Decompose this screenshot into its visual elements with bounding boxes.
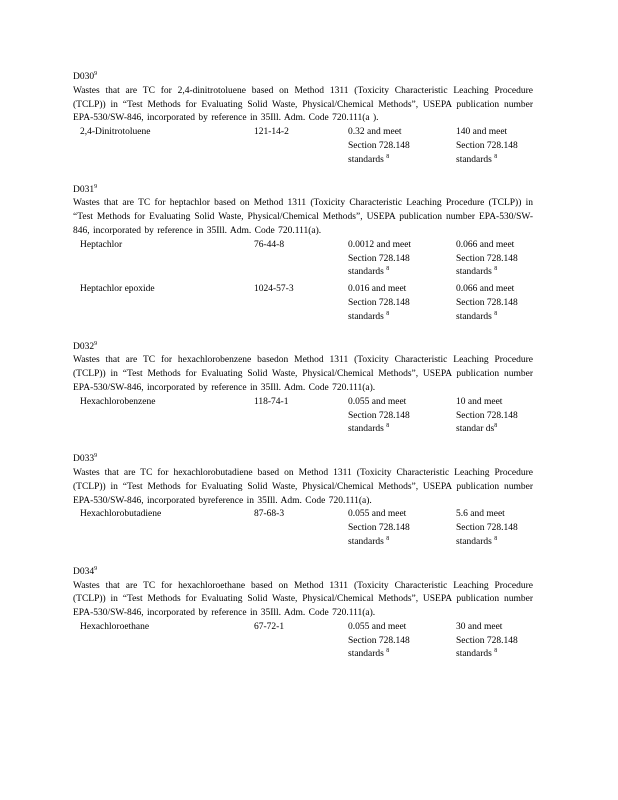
cas-number: 121-14-2 [254, 127, 289, 138]
wastewater-standard: 0.016 and meet Section 728.148 standards $^8$ [348, 284, 410, 322]
constituent-row [73, 239, 533, 280]
nonwastewater-standard: 10 and meet Section 728.148 standar ds$^8$ [456, 396, 518, 435]
waste-code: $D034^9$ [73, 565, 98, 577]
constituent-name: Heptachlor [80, 239, 123, 250]
waste-entry [73, 71, 533, 168]
cas-number: 76-44-8 [254, 239, 285, 250]
constituent-name: Hexachlorobutadiene [80, 509, 162, 520]
waste-code: $D031^9$ [73, 183, 98, 195]
waste-code: $D030^9$ [73, 70, 98, 82]
waste-entry [73, 566, 533, 663]
cas-number: 67-72-1 [254, 621, 285, 632]
footnote-ref: 9 [94, 452, 98, 459]
constituent-name: Hexachloroethane [80, 621, 150, 632]
cas-number: 87-68-3 [254, 509, 285, 520]
waste-code: $D032^9$ [73, 340, 98, 352]
waste-description: Wastes that are TC for hexachlorobenzene basedon Method 1311 (Toxicity Characteristic Leaching Procedure (TCLP)) in “Test Methods for Evaluating Solid Waste, Physical/Chemical Methods”, USEPA publication number EPA-530/SW-846, incorporated by reference in 35Ill. Adm. Code 720.111(a). [73, 355, 533, 393]
footnote-ref: 9 [94, 565, 98, 572]
cas-number: 1024-57-3 [254, 284, 294, 295]
waste-code: $D033^9$ [73, 452, 98, 465]
waste-description: Wastes that are TC for hexachlorobutadiene based on Method 1311 (Toxicity Characteristic Leaching Procedure (TCLP)) in “Test Methods for Evaluating Solid Waste, Physical/Chemical Methods”, USEPA publication number EPA-530/SW-846, incorporated byreference in 35Ill. Adm. Code 720.111(a). [73, 467, 533, 506]
constituent-name: 2,4-Dinitrotoluene [80, 127, 151, 138]
nonwastewater-standard: 30 and meet Section 728.148 standards $^8$ [456, 621, 518, 660]
wastewater-standard: 0.055 and meet Section 728.148 standards $^8$ [348, 509, 410, 547]
constituent-row [73, 396, 533, 437]
waste-entry [73, 341, 533, 438]
document-page [73, 71, 533, 678]
waste-description: Wastes that are TC for 2,4-dinitrotoluene based on Method 1311 (Toxicity Characteristic Leaching Procedure (TCLP)) in “Test Methods for Evaluating Solid Waste, Physical/Chemical Methods”, USEPA publication number EPA-530/SW-846, incorporated by reference in 35Ill. Adm. Code 720.111(a ). [73, 85, 533, 124]
nonwastewater-standard: 0.066 and meet Section 728.148 standards $^8$ [456, 239, 518, 278]
nonwastewater-standard: 140 and meet Section 728.148 standards $^8$ [456, 127, 518, 165]
constituent-row [73, 283, 533, 324]
wastewater-standard: 0.32 and meet Section 728.148 standards $^8$ [348, 127, 410, 165]
nonwastewater-standard: 5.6 and meet Section 728.148 standards $^8$ [456, 509, 518, 547]
waste-description: Wastes that are TC for heptachlor based on Method 1311 (Toxicity Characteristic Leaching Procedure (TCLP)) in “Test Methods for Evaluating Solid Waste, Physical/Chemical Methods”, USEPA publication number EPA-530/SW-846, incorporated by reference in 35Ill. Adm. Code 720.111(a). [73, 198, 533, 236]
footnote-ref: 9 [94, 340, 98, 347]
waste-entry [73, 453, 533, 550]
cas-number: 118-74-1 [254, 396, 289, 407]
wastewater-standard: 0.055 and meet Section 728.148 standards $^8$ [348, 621, 410, 660]
wastewater-standard: 0.055 and meet Section 728.148 standards $^8$ [348, 396, 410, 435]
footnote-ref: 9 [94, 183, 98, 190]
nonwastewater-standard: 0.066 and meet Section 728.148 standards $^8$ [456, 284, 518, 322]
constituent-name: Hexachlorobenzene [80, 396, 156, 407]
waste-description: Wastes that are TC for hexachloroethane based on Method 1311 (Toxicity Characteristic Leaching Procedure (TCLP)) in “Test Methods for Evaluating Solid Waste, Physical/Chemical Methods”, USEPA publication number EPA-530/SW-846, incorporated by reference in 35Ill. Adm. Code 720.111(a). [73, 580, 533, 619]
constituent-name: Heptachlor epoxide [80, 284, 155, 295]
constituent-row [73, 621, 533, 662]
footnote-ref: 9 [94, 70, 98, 77]
wastewater-standard: 0.0012 and meet Section 728.148 standards $^8$ [348, 239, 412, 278]
waste-entry [73, 184, 533, 325]
constituent-row [73, 126, 533, 167]
constituent-row [73, 508, 533, 549]
